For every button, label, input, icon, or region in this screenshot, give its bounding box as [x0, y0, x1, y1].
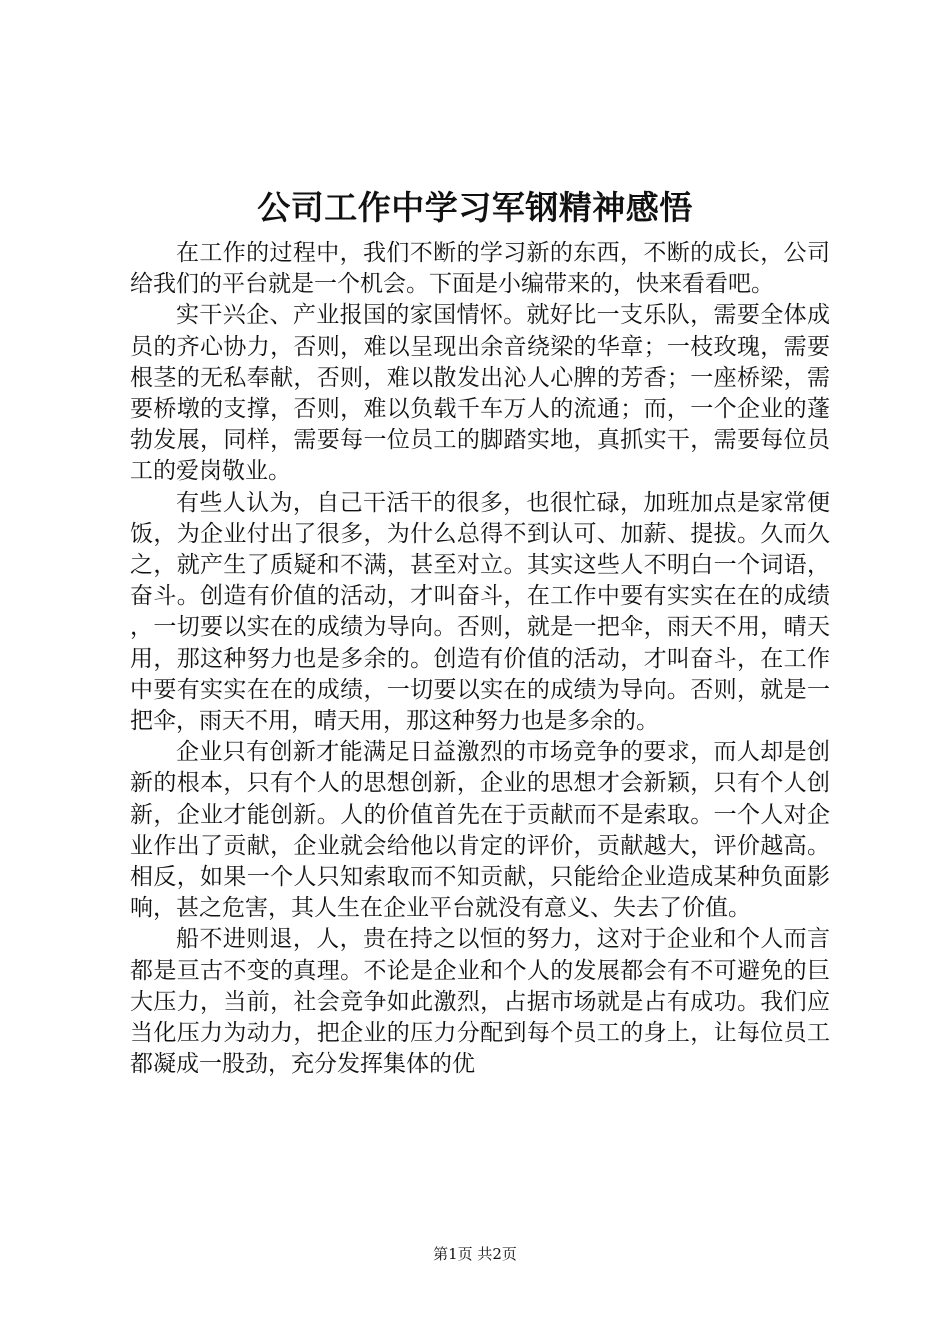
paragraph: 在工作的过程中，我们不断的学习新的东西，不断的成长，公司给我们的平台就是一个机会。下面是小编带来的，快来看看吧。 — [130, 240, 830, 298]
page-number-footer: 第1页 共2页 — [433, 1245, 517, 1263]
paragraph: 企业只有创新才能满足日益激烈的市场竞争的要求，而人却是创新的根本，只有个人的思想创新，企业的思想才会新颖，只有个人创新，企业才能创新。人的价值首先在于贡献而不是索取。一个人对企业作出了贡献，企业就会给他以肯定的评价，贡献越大，评价越高。相反，如果一个人只知索取而不知贡献，只能给企业造成某种负面影响，甚之危害，其人生在企业平台就没有意义、失去了价值。 — [130, 739, 830, 922]
document-body — [130, 238, 830, 1080]
paragraph: 有些人认为，自己干活干的很多，也很忙碌，加班加点是家常便饭，为企业付出了很多，为什么总得不到认可、加薪、提拔。久而久之，就产生了质疑和不满，甚至对立。其实这些人不明白一个词语，奋斗。创造有价值的活动，才叫奋斗，在工作中要有实实在在的成绩，一切要以实在的成绩为导向。否则，就是一把伞，雨天不用，晴天用，那这种努力也是多余的。创造有价值的活动，才叫奋斗，在工作中要有实实在在的成绩，一切要以实在的成绩为导向。否则，就是一把伞，雨天不用，晴天用，那这种努力也是多余的。 — [130, 489, 830, 735]
document-title: 公司工作中学习军钢精神感悟 — [257, 188, 693, 227]
paragraph: 船不进则退，人，贵在持之以恒的努力，这对于企业和个人而言都是亘古不变的真理。不论是企业和个人的发展都会有不可避免的巨大压力，当前，社会竞争如此激烈，占据市场就是占有成功。我们应当化压力为动力，把企业的压力分配到每个员工的身上，让每位员工都凝成一股劲，充分发挥集体的优 — [130, 926, 830, 1078]
paragraph: 实干兴企、产业报国的家国情怀。就好比一支乐队，需要全体成员的齐心协力，否则，难以呈现出余音绕梁的华章；一枝玫瑰，需要根茎的无私奉献，否则，难以散发出沁人心脾的芳香；一座桥梁，需要桥墩的支撑，否则，难以负载千车万人的流通；而，一个企业的蓬勃发展，同样，需要每一位员工的脚踏实地，真抓实干，需要每位员工的爱岗敬业。 — [130, 302, 830, 485]
